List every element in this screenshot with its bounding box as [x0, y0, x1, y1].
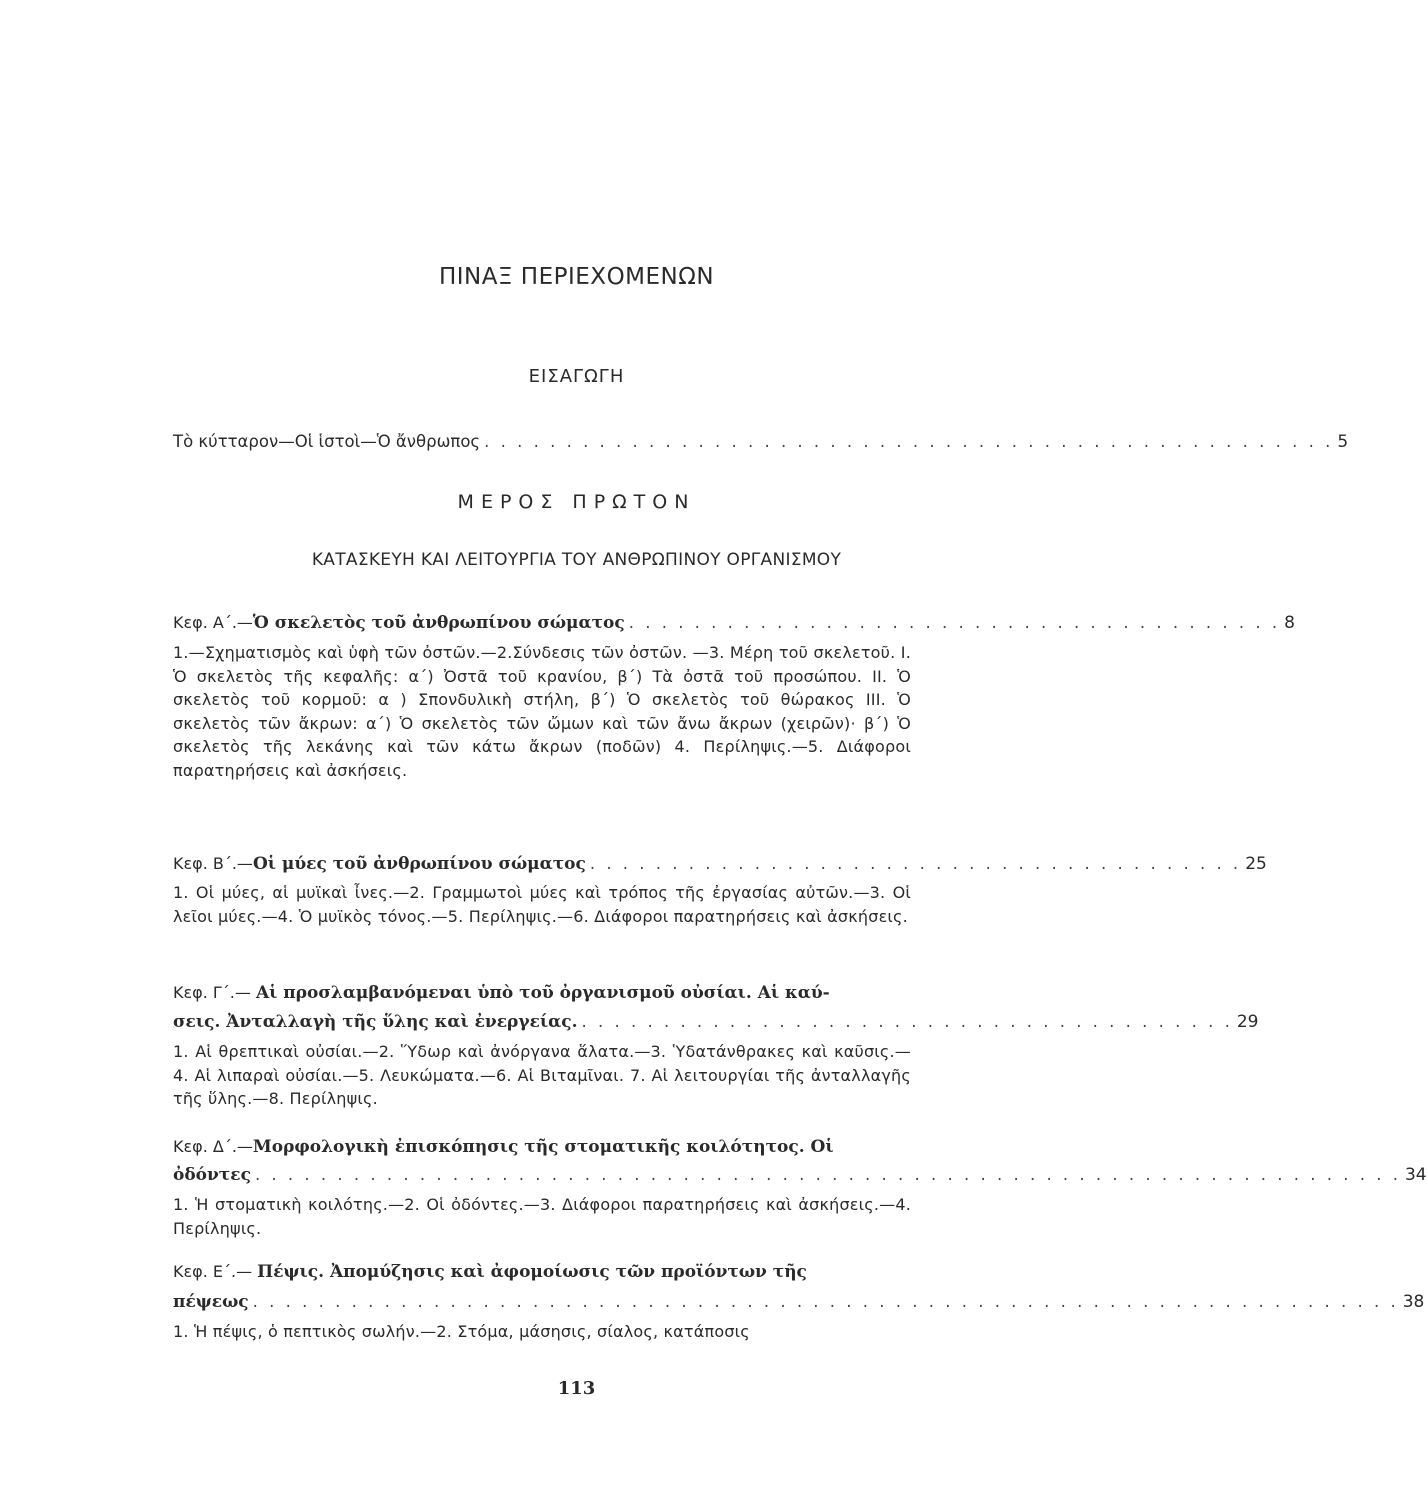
- toc-entry-chapter-a: [173, 613, 1295, 633]
- toc-page-number: 29: [1236, 1012, 1259, 1032]
- toc-page-number: 8: [1284, 613, 1295, 633]
- toc-page-number: 5: [1337, 432, 1349, 452]
- dot-leader: . . . . . . . . . . . . . . . . . . . . . . . . . . . . . . . . . . . . . . . . . . . . . . . . . . . . . . . . . . . . . . . . . . . . . .: [254, 1165, 1401, 1184]
- toc-entry-chapter-c-line1: [173, 983, 911, 1003]
- chapter-label: Κεφ. Α΄.—: [173, 613, 253, 632]
- chapter-label: Κεφ. Γ΄.—: [173, 983, 256, 1002]
- chapter-description: 1.—Σχηματισμὸς καὶ ὑφὴ τῶν ὀστῶν.—2.Σύνδεσις τῶν ὀστῶν. —3. Μέρη τοῦ σκελετοῦ. I. Ὁ σκελετὸς τῆς κεφαλῆς: α΄) Ὀστᾶ τοῦ κρανίου, β΄) Τὰ ὀστᾶ τοῦ προσώπου. II. Ὁ σκελετὸς τοῦ κορμοῦ: α ) Σπονδυλικὴ στήλη, β΄) Ὁ σκελετὸς τοῦ θώρακος III. Ὁ σκελετὸς τῶν ἄκρων: α΄) Ὁ σκελετὸς τῶν ὤμων καὶ τῶν ἄνω ἄκρων (χειρῶν)· β΄) Ὁ σκελετὸς τῆς λεκάνης καὶ τῶν κάτω ἄκρων (ποδῶν) 4. Περίληψις.—5. Διάφοροι παρατηρήσεις καὶ ἀσκήσεις.: [173, 643, 911, 780]
- toc-entry-chapter-d-line2: [173, 1165, 1427, 1185]
- page-number: 113: [557, 1378, 596, 1399]
- chapter-title-continued: πέψεως: [173, 1292, 249, 1312]
- dot-leader: . . . . . . . . . . . . . . . . . . . . . . . . . . . . . . . . . . . . . . . .: [589, 854, 1242, 873]
- chapter-title-continued: ὀδόντες: [173, 1165, 251, 1185]
- toc-entry-chapter-e-line2: [173, 1292, 1425, 1312]
- toc-entry-chapter-b: [173, 854, 1267, 874]
- chapter-description: 1. Ἡ πέψις, ὁ πεπτικὸς σωλήν.—2. Στόμα, μάσησις, σίαλος, κατάποσις: [173, 1322, 750, 1341]
- toc-page-number: 38: [1402, 1292, 1425, 1312]
- dot-leader: . . . . . . . . . . . . . . . . . . . . . . . . . . . . . . . . . . . . . . . . . . . . . . . . . . . . . . . . . . . . . . . . . . . . . .: [252, 1292, 1399, 1311]
- toc-entry-chapter-e-line1: [173, 1262, 911, 1282]
- chapter-label: Κεφ. Ε΄.—: [173, 1262, 258, 1281]
- chapter-description: 1. Ἡ στοματικὴ κοιλότης.—2. Οἱ ὀδόντες.—3. Διάφοροι παρατηρήσεις καὶ ἀσκήσεις.—4. Περίληψις.: [173, 1195, 911, 1238]
- toc-page-number: 34: [1404, 1165, 1427, 1185]
- chapter-description: 1. Οἱ μύες, αἱ μυϊκαὶ ἶνες.—2. Γραμμωτοὶ μύες καὶ τρόπος τῆς ἐργασίας αὐτῶν.—3. Οἱ λεῖοι μύες.—4. Ὁ μυϊκὸς τόνος.—5. Περίληψις.—6. Διάφοροι παρατηρήσεις καὶ ἀσκήσεις.: [173, 883, 911, 926]
- toc-entry-chapter-c-line2: [173, 1012, 1259, 1032]
- chapter-label: Κεφ. Δ΄.—: [173, 1137, 253, 1156]
- page-title: ΠΙΝΑΞ ΠΕΡΙΕΧΟΜΕΝΩΝ: [438, 264, 715, 290]
- chapter-title: Οἱ μύες τοῦ ἀνθρωπίνου σώματος: [252, 854, 586, 874]
- chapter-title: Ὁ σκελετὸς τοῦ ἀνθρωπίνου σώματος: [252, 613, 625, 633]
- chapter-description: 1. Αἱ θρεπτικαὶ οὐσίαι.—2. Ὕδωρ καὶ ἀνόργανα ἅλατα.—3. Ὑδατάνθρακες καὶ καῦσις.—4. Αἱ λιπαραὶ οὐσίαι.—5. Λευκώματα.—6. Αἱ Βιταμῖναι. 7. Αἱ λειτουργίαι τῆς ἀνταλλαγῆς τῆς ὕλης.—8. Περίληψις.: [173, 1042, 911, 1108]
- introduction-heading: ΕΙΣΑΓΩΓΗ: [528, 366, 625, 387]
- toc-entry-introduction: [173, 432, 1349, 452]
- chapter-title: Αἱ προσλαμβανόμεναι ὑπὸ τοῦ ὀργανισμοῦ οὐσίαι. Αἱ καύ-: [255, 983, 830, 1003]
- dot-leader: . . . . . . . . . . . . . . . . . . . . . . . . . . . . . . . . . . . . . . . . . . . . . . . . . . . .: [484, 432, 1334, 451]
- chapter-title-continued: σεις. Ἀνταλλαγὴ τῆς ὕλης καὶ ἐνεργείας.: [173, 1012, 578, 1032]
- chapter-title: Μορφολογικὴ ἐπισκόπησις τῆς στοματικῆς κοιλότητος. Οἱ: [252, 1137, 834, 1157]
- toc-entry-chapter-d-line1: [173, 1137, 911, 1157]
- toc-entry-text: Τὸ κύτταρον—Οἱ ἱστοὶ—Ὁ ἄνθρωπος: [173, 432, 481, 451]
- dot-leader: . . . . . . . . . . . . . . . . . . . . . . . . . . . . . . . . . . . . . . . .: [628, 613, 1281, 632]
- toc-page-number: 25: [1245, 854, 1267, 874]
- part-subtitle: ΚΑΤΑΣΚΕΥΗ ΚΑΙ ΛΕΙΤΟΥΡΓΙΑ ΤΟΥ ΑΝΘΡΩΠΙΝΟΥ ΟΡΓΑΝΙΣΜΟΥ: [311, 550, 842, 570]
- chapter-label: Κεφ. Β΄.—: [173, 854, 253, 873]
- part-heading: ΜΕΡΟΣ ΠΡΩΤΟΝ: [457, 491, 696, 513]
- dot-leader: . . . . . . . . . . . . . . . . . . . . . . . . . . . . . . . . . . . . . . . .: [581, 1012, 1233, 1031]
- chapter-title: Πέψις. Ἀπομύζησις καὶ ἀφομοίωσις τῶν προϊόντων τῆς: [257, 1262, 807, 1282]
